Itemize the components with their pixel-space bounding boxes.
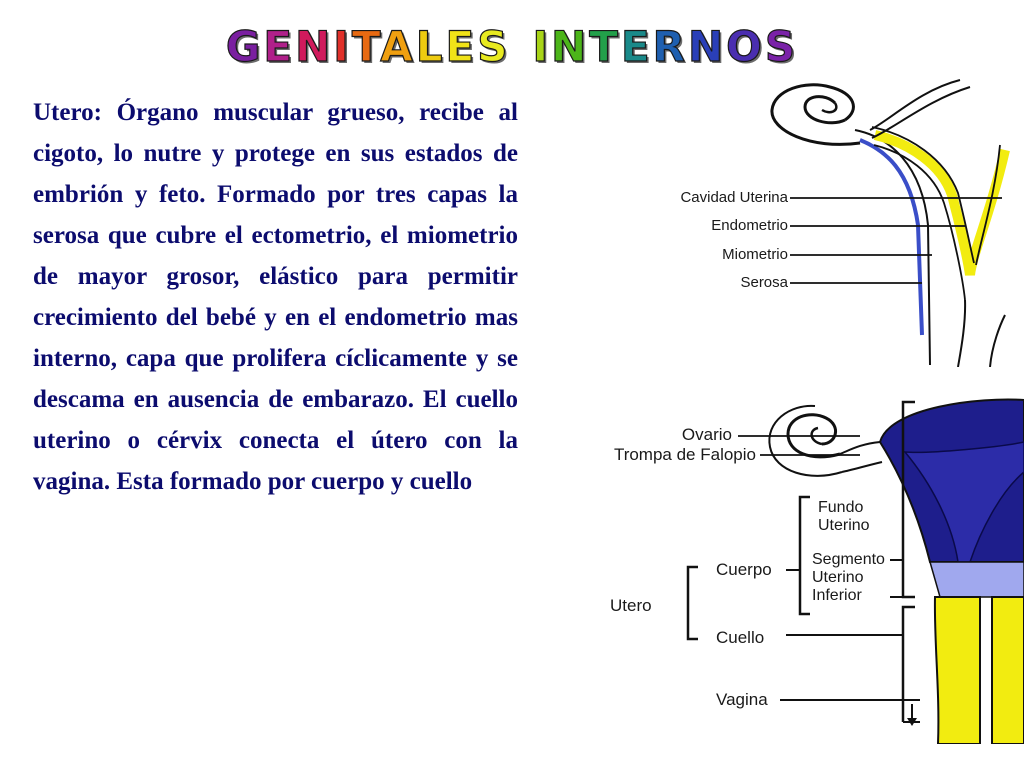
title-letter: T — [351, 22, 381, 71]
label-endometrio: Endometrio — [711, 217, 788, 234]
title-letter: L — [415, 22, 446, 71]
label-miometrio: Miometrio — [722, 246, 788, 263]
title-letter: S — [477, 22, 511, 71]
label-fundo: Fundo — [818, 499, 864, 516]
uterine-layers-diagram — [660, 75, 1010, 367]
title-letter: E — [263, 22, 296, 71]
label-utero: Utero — [610, 596, 652, 615]
title-letter: E — [445, 22, 478, 71]
label-segmento-uterino: Uterino — [812, 569, 864, 586]
title-letter: A — [380, 22, 416, 71]
label-trompa-de-falopio: Trompa de Falopio — [613, 445, 756, 464]
title-letter: O — [726, 22, 765, 71]
title-letter: I — [532, 22, 552, 71]
label-segmento: Segmento — [812, 551, 885, 568]
title-letter: N — [295, 22, 334, 71]
title-letter: E — [620, 22, 653, 71]
slide-title — [0, 22, 1024, 72]
title-letter: I — [333, 22, 352, 71]
label-fundo-uterino: Uterino — [818, 517, 870, 534]
title-letter: R — [652, 22, 688, 71]
uterus-regions-diagram — [560, 392, 1024, 744]
title-letter: G — [225, 22, 264, 71]
title-letter: T — [589, 22, 621, 71]
label-vagina: Vagina — [716, 690, 768, 709]
title-letter: S — [764, 22, 799, 71]
label-cuerpo: Cuerpo — [716, 560, 772, 579]
label-ovario: Ovario — [681, 425, 732, 444]
title-letter: N — [687, 22, 727, 71]
label-serosa: Serosa — [740, 274, 788, 291]
label-segmento-inferior: Inferior — [812, 587, 862, 604]
description-paragraph: Utero: Órgano muscular grueso, recibe al cigoto, lo nutre y protege en sus estados de embrión y feto. Formado por tres capas la serosa que cubre el ectometrio, el miometrio de mayor grosor, elástico para permitir crecimiento del bebé y en el endometrio mas interno, capa que prolifera cíclicamente y se descama en ausencia de embarazo. El cuello uterino o cérvix conecta el útero con la vagina. Esta formado por cuerpo y cuello — [33, 99, 518, 495]
title-letter: N — [551, 22, 590, 71]
label-cuello: Cuello — [716, 628, 765, 647]
label-cavidad-uterina: Cavidad Uterina — [680, 189, 788, 206]
